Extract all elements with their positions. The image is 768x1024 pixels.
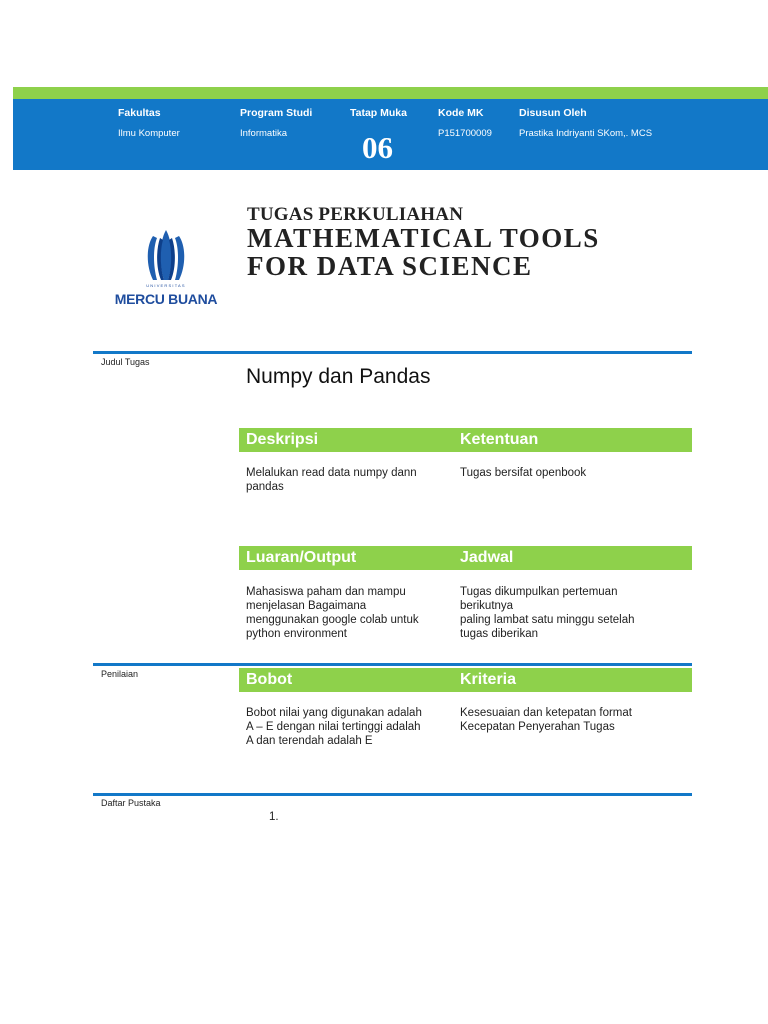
output-text: Mahasiswa paham dan mampu menjelasan Bagaimana menggunakan google colab untuk python environment bbox=[246, 586, 419, 640]
author-value: Prastika Indriyanti SKom,. MCS bbox=[519, 128, 653, 139]
output-heading: Luaran/Output bbox=[246, 549, 357, 566]
description-text: Melalukan read data numpy dann pandas bbox=[246, 467, 417, 493]
description-heading: Deskripsi bbox=[246, 431, 319, 448]
assessment-label: Penilaian bbox=[101, 669, 139, 679]
faculty-label: Fakultas bbox=[118, 107, 161, 119]
course-subtitle: TUGAS PERKULIAHAN bbox=[247, 204, 464, 225]
course-title-line2: FOR DATA SCIENCE bbox=[247, 251, 533, 281]
program-value: Informatika bbox=[240, 128, 287, 139]
logo-name: MERCU BUANA bbox=[114, 291, 218, 307]
course-title-line1: MATHEMATICAL TOOLS bbox=[247, 223, 600, 253]
header-green-strip bbox=[13, 87, 768, 99]
section-divider-task bbox=[93, 351, 692, 354]
author-label: Disusun Oleh bbox=[519, 107, 587, 119]
section-divider-references bbox=[93, 793, 692, 796]
weight-heading: Bobot bbox=[246, 671, 293, 688]
program-label: Program Studi bbox=[240, 107, 313, 119]
schedule-text: Tugas dikumpulkan pertemuan berikutnya paling lambat satu minggu setelah tugas diberikan bbox=[460, 586, 635, 640]
task-label: Judul Tugas bbox=[101, 357, 150, 367]
requirements-heading: Ketentuan bbox=[460, 431, 539, 448]
weight-text: Bobot nilai yang digunakan adalah A – E dengan nilai tertinggi adalah A dan terendah adalah E bbox=[246, 707, 422, 747]
criteria-text: Kesesuaian dan ketepatan format Kecepatan Penyerahan Tugas bbox=[460, 707, 632, 733]
course-code-value: P151700009 bbox=[438, 128, 492, 139]
meeting-label: Tatap Muka bbox=[350, 107, 407, 119]
faculty-value: Ilmu Komputer bbox=[118, 128, 180, 139]
logo-university-text: UNIVERSITAS bbox=[146, 283, 186, 288]
references-label: Daftar Pustaka bbox=[101, 798, 161, 808]
requirements-text: Tugas bersifat openbook bbox=[460, 467, 587, 479]
course-code-label: Kode MK bbox=[438, 107, 484, 119]
section-divider-assessment bbox=[93, 663, 692, 666]
meeting-number: 06 bbox=[362, 130, 393, 165]
schedule-heading: Jadwal bbox=[460, 549, 514, 566]
task-title: Numpy dan Pandas bbox=[246, 365, 431, 388]
reference-item-1: 1. bbox=[269, 811, 279, 823]
criteria-heading: Kriteria bbox=[460, 671, 517, 688]
